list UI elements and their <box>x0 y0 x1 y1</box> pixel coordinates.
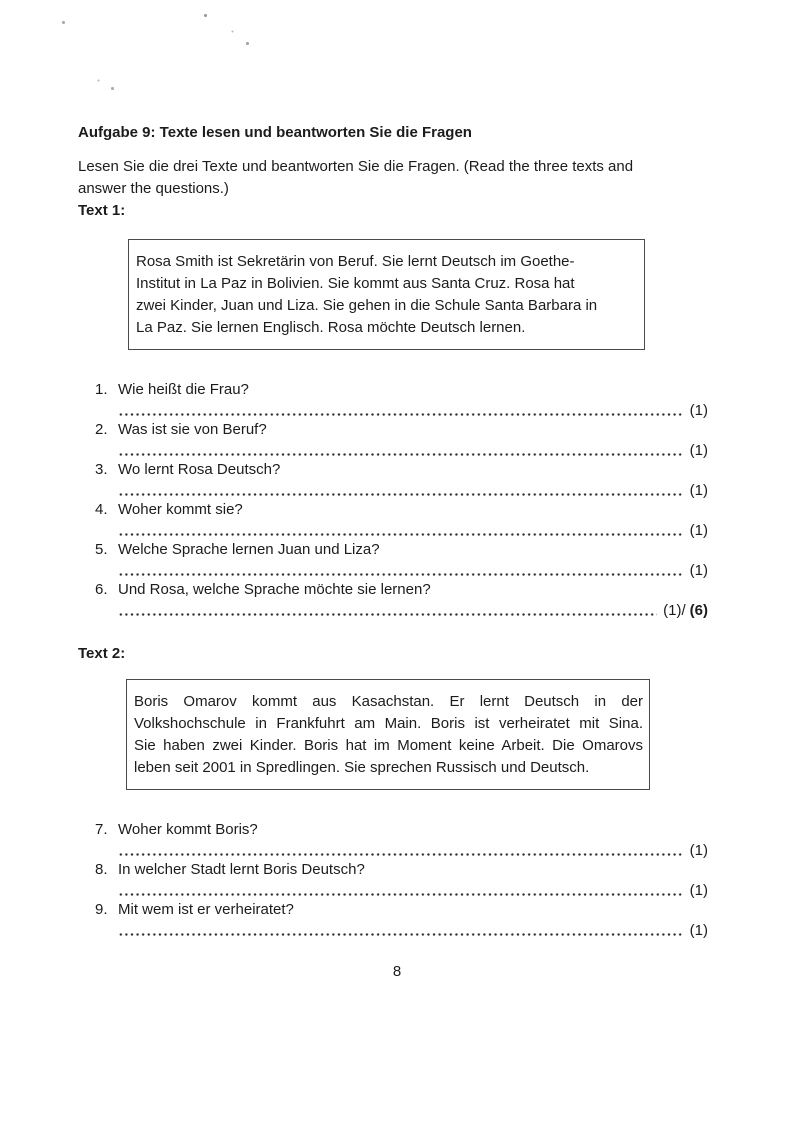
dotted-answer-leader <box>118 612 657 617</box>
marks-label: (1) <box>689 882 708 899</box>
answer-line <box>118 520 708 540</box>
question-list-text2 <box>95 820 708 940</box>
question-row <box>95 860 708 880</box>
text2-label: Text 2: <box>78 645 126 662</box>
question-row <box>95 580 708 600</box>
question-text: Woher kommt sie? <box>118 501 243 518</box>
question-text: Woher kommt Boris? <box>118 821 258 838</box>
question-row <box>95 540 708 560</box>
question-number: 9. <box>95 901 108 918</box>
question-row <box>95 420 708 440</box>
question-number: 1. <box>95 381 108 398</box>
question-text: Mit wem ist er verheiratet? <box>118 901 294 918</box>
marks-label: (1) <box>689 922 708 939</box>
instructions-text: Lesen Sie die drei Texte und beantworten Sie die Fragen. (Read the three texts and answer the questions.) <box>78 158 634 197</box>
question-list-text1 <box>95 380 708 620</box>
answer-line <box>118 840 708 860</box>
marks-label: (1) <box>689 482 708 499</box>
total-marks-label: (6) <box>689 602 708 619</box>
question-number: 3. <box>95 461 108 478</box>
marks-label: (1) <box>689 842 708 859</box>
question-row <box>95 820 708 840</box>
dotted-answer-leader <box>118 932 684 937</box>
question-item <box>95 860 708 900</box>
page-title: Aufgabe 9: Texte lesen und beantworten Sie die Fragen <box>78 124 472 141</box>
dotted-answer-leader <box>118 572 684 577</box>
question-row <box>95 500 708 520</box>
question-item <box>95 460 708 500</box>
question-number: 7. <box>95 821 108 838</box>
text1-label: Text 1: <box>78 202 126 219</box>
question-item <box>95 500 708 540</box>
dotted-answer-leader <box>118 412 684 417</box>
marks-label: (1) <box>689 562 708 579</box>
question-text: Wo lernt Rosa Deutsch? <box>118 461 281 478</box>
dotted-answer-leader <box>118 492 684 497</box>
question-text: Und Rosa, welche Sprache möchte sie lernen? <box>118 581 431 598</box>
question-text: Welche Sprache lernen Juan und Liza? <box>118 541 380 558</box>
question-text: In welcher Stadt lernt Boris Deutsch? <box>118 861 365 878</box>
question-item <box>95 420 708 460</box>
answer-line <box>118 480 708 500</box>
question-row <box>95 380 708 400</box>
marks-label: (1) <box>689 402 708 419</box>
question-row <box>95 460 708 480</box>
dotted-answer-leader <box>118 852 684 857</box>
question-number: 2. <box>95 421 108 438</box>
question-number: 8. <box>95 861 108 878</box>
question-item <box>95 380 708 420</box>
question-number: 5. <box>95 541 108 558</box>
marks-label: (1) <box>689 442 708 459</box>
question-number: 4. <box>95 501 108 518</box>
answer-line <box>118 560 708 580</box>
page-number: 8 <box>392 963 402 980</box>
question-number: 6. <box>95 581 108 598</box>
text2-reading-box <box>126 679 650 790</box>
answer-line <box>118 600 708 620</box>
dotted-answer-leader <box>118 452 684 457</box>
answer-line <box>118 920 708 940</box>
dotted-answer-leader <box>118 532 684 537</box>
marks-label: (1) <box>689 522 708 539</box>
answer-line <box>118 880 708 900</box>
question-item <box>95 580 708 620</box>
question-row <box>95 900 708 920</box>
answer-line <box>118 440 708 460</box>
text1-passage: Rosa Smith ist Sekretärin von Beruf. Sie lernt Deutsch im Goethe- Institut in La Paz in Bolivien. Sie kommt aus Santa Cruz. Rosa hat zwei Kinder, Juan und Liza. Sie gehen in die Schule Santa Barbara in La Paz. Sie lernen Englisch. Rosa möchte Deutsch lernen. <box>136 253 598 336</box>
answer-line <box>118 400 708 420</box>
text2-passage: Boris Omarov kommt aus Kasachstan. Er lernt Deutsch in der Volkshochschule in Frankfuhrt am Main. Boris ist verheiratet mit Sina. Sie haben zwei Kinder. Boris hat im Moment keine Arbeit. Die Omarovs leben seit 2001 in Spredlingen. Sie sprechen Russisch und Deutsch. <box>134 693 643 776</box>
question-text: Was ist sie von Beruf? <box>118 421 267 438</box>
question-text: Wie heißt die Frau? <box>118 381 249 398</box>
scan-artifacts <box>0 0 1 1</box>
question-item <box>95 900 708 940</box>
question-item <box>95 540 708 580</box>
question-item <box>95 820 708 860</box>
dotted-answer-leader <box>118 892 684 897</box>
marks-label: (1)/ <box>663 602 686 619</box>
text1-reading-box <box>128 239 645 350</box>
